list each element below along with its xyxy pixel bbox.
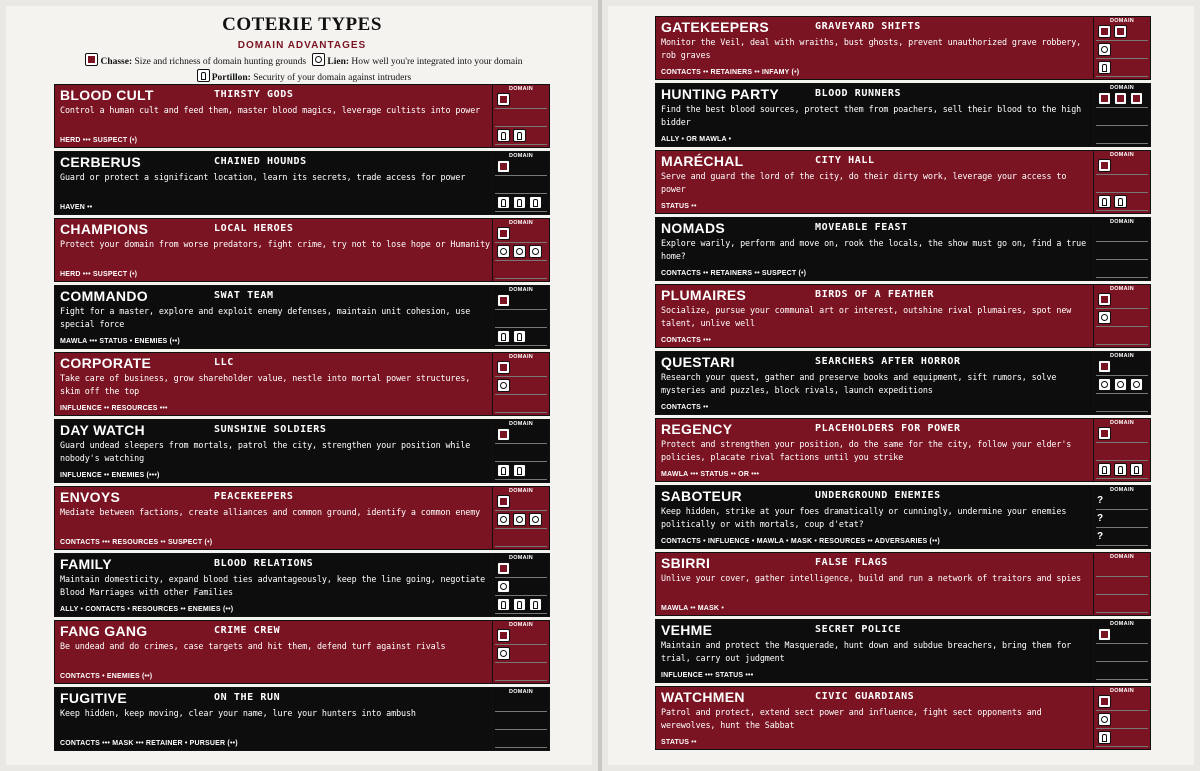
- page-header: [54, 10, 550, 86]
- domain-slot-line: [1096, 509, 1148, 510]
- domain-box: [492, 621, 549, 683]
- coterie-name: ENVOYS: [60, 489, 121, 505]
- domain-slot-line: [495, 747, 547, 748]
- chasse-text: Size and richness of domain hunting grounds: [134, 57, 307, 67]
- coterie-name: SABOTEUR: [661, 488, 742, 504]
- portillon-icon: [513, 330, 526, 343]
- coterie-name: PLUMAIRES: [661, 287, 747, 303]
- chasse-icon: [497, 562, 510, 575]
- lien-icon: [497, 245, 510, 258]
- coterie-subtitle: CHAINED HOUNDS: [214, 156, 307, 167]
- lien-icon: [513, 245, 526, 258]
- coterie-advantages: INFLUENCE •• RESOURCES •••: [60, 405, 168, 412]
- domain-slot-line: [1096, 40, 1148, 41]
- coterie-row: [655, 217, 1151, 281]
- domain-slot-line: [495, 662, 547, 663]
- portillon-icon: [1130, 463, 1143, 476]
- domain-slot-line: [1096, 326, 1148, 327]
- coterie-subtitle: GRAVEYARD SHIFTS: [815, 21, 921, 32]
- coterie-row: [655, 150, 1151, 214]
- lien-icon: [1098, 311, 1111, 324]
- coterie-description: Guard or protect a significant location, learn its secrets, trade access for power: [60, 172, 466, 182]
- domain-label: DOMAIN: [508, 287, 534, 293]
- domain-slot-line: [1096, 442, 1148, 443]
- domain-slot-line: [1096, 241, 1148, 242]
- coterie-advantages: CONTACTS •• RETAINERS •• INFAMY (•): [661, 69, 800, 76]
- coterie-row: [655, 686, 1151, 750]
- domain-slot-line: [495, 510, 547, 511]
- domain-slot-line: [495, 327, 547, 328]
- domain-slot-line: [1096, 344, 1148, 345]
- domain-slot-line: [1096, 746, 1148, 747]
- coterie-subtitle: FALSE FLAGS: [815, 557, 888, 568]
- lien-icon: [312, 53, 325, 66]
- coterie-subtitle: SECRET POLICE: [815, 624, 902, 635]
- chasse-icon: [497, 227, 510, 240]
- domain-slot-line: [1096, 478, 1148, 479]
- domain-slot-line: [1096, 58, 1148, 59]
- coterie-description: Guard undead sleepers from mortals, patrol the city, strengthen your position while nobody's watching: [60, 440, 471, 463]
- domain-slot-line: [1096, 192, 1148, 193]
- coterie-subtitle: ON THE RUN: [214, 692, 281, 703]
- domain-slot-line: [1096, 277, 1148, 278]
- domain-slot-line: [495, 479, 547, 480]
- lien-icon: [497, 379, 510, 392]
- chasse-icon: [497, 629, 510, 642]
- domain-label: DOMAIN: [1109, 152, 1135, 158]
- domain-slot-line: [1096, 393, 1148, 394]
- coterie-description: Keep hidden, strike at your foes dramatically or cunningly, undermine your enemies politically or with mortals, coup d'etat?: [661, 506, 1067, 529]
- coterie-description: Maintain and protect the Masquerade, hunt down and subdue breachers, bring them for trial, carry out judgment: [661, 640, 1072, 663]
- portillon-icon: [513, 196, 526, 209]
- portillon-icon: [513, 598, 526, 611]
- coterie-advantages: CONTACTS ••: [661, 404, 709, 411]
- chasse-icon: [1130, 92, 1143, 105]
- portillon-icon: [1098, 731, 1111, 744]
- domain-label: DOMAIN: [1109, 353, 1135, 359]
- domain-slot-line: [495, 278, 547, 279]
- portillon-icon: [1114, 195, 1127, 208]
- chasse-icon: [1098, 695, 1111, 708]
- coterie-row: [54, 84, 550, 148]
- portillon-icon: [1114, 463, 1127, 476]
- domain-slot-line: [1096, 527, 1148, 528]
- coterie-subtitle: PEACEKEEPERS: [214, 491, 294, 502]
- portillon-icon: [497, 196, 510, 209]
- coterie-advantages: CONTACTS ••• RESOURCES •• SUSPECT (•): [60, 539, 213, 546]
- coterie-subtitle: BIRDS OF A FEATHER: [815, 289, 935, 300]
- coterie-advantages: STATUS ••: [661, 739, 697, 746]
- coterie-subtitle: BLOOD RELATIONS: [214, 558, 314, 569]
- coterie-advantages: CONTACTS • ENEMIES (••): [60, 673, 153, 680]
- domain-slot-line: [1096, 460, 1148, 461]
- section-subtitle: DOMAIN ADVANTAGES: [237, 40, 367, 51]
- chasse-icon: [497, 93, 510, 106]
- domain-slot-line: [495, 729, 547, 730]
- coterie-subtitle: CRIME CREW: [214, 625, 281, 636]
- chasse-icon: [497, 361, 510, 374]
- domain-slot-line: [495, 211, 547, 212]
- domain-slot-line: [1096, 143, 1148, 144]
- coterie-name: SBIRRI: [661, 555, 711, 571]
- coterie-row: [54, 419, 550, 483]
- portillon-icon: [1098, 61, 1111, 74]
- domain-slot-line: [495, 376, 547, 377]
- coterie-subtitle: SUNSHINE SOLDIERS: [214, 424, 327, 435]
- domain-label: DOMAIN: [1109, 554, 1135, 560]
- lien-icon: [1098, 713, 1111, 726]
- domain-slot-line: [1096, 259, 1148, 260]
- chasse-icon: [1098, 92, 1111, 105]
- lien-icon: [497, 513, 510, 526]
- unknown-domain-mark: ?: [1097, 513, 1104, 524]
- coterie-row: [54, 553, 550, 617]
- domain-slot-line: [1096, 679, 1148, 680]
- domain-box: [1093, 218, 1150, 280]
- coterie-description: Find the best blood sources, protect them from poachers, sell their blood to the high bidder: [661, 104, 1082, 127]
- domain-slot-line: [495, 711, 547, 712]
- coterie-name: MARÉCHAL: [661, 153, 744, 169]
- domain-slot-line: [495, 443, 547, 444]
- domain-slot-line: [1096, 125, 1148, 126]
- coterie-advantages: MAWLA ••• STATUS •• OR •••: [661, 471, 760, 478]
- coterie-subtitle: BLOOD RUNNERS: [815, 88, 902, 99]
- coterie-description: Keep hidden, keep moving, clear your name, lure your hunters into ambush: [60, 708, 416, 718]
- portillon-text: Security of your domain against intruders: [253, 73, 412, 83]
- portillon-icon: [513, 129, 526, 142]
- domain-slot-line: [495, 577, 547, 578]
- domain-slot-line: [495, 680, 547, 681]
- domain-label: DOMAIN: [1109, 286, 1135, 292]
- domain-slot-line: [1096, 174, 1148, 175]
- coterie-row: [54, 486, 550, 550]
- coterie-description: Be undead and do crimes, case targets and hit them, defend turf against rivals: [60, 641, 446, 651]
- lien-icon: [497, 647, 510, 660]
- chasse-icon: [1098, 360, 1111, 373]
- domain-label: DOMAIN: [508, 153, 534, 159]
- domain-label: DOMAIN: [1109, 688, 1135, 694]
- domain-slot-line: [1096, 710, 1148, 711]
- domain-label: DOMAIN: [508, 86, 534, 92]
- coterie-description: Research your quest, gather and preserve books and equipment, sift rumors, solve mysteries and puzzles, block rivals, launch expeditions: [661, 372, 1057, 395]
- domain-label: DOMAIN: [1109, 420, 1135, 426]
- domain-slot-line: [495, 461, 547, 462]
- domain-slot-line: [1096, 308, 1148, 309]
- coterie-row: [655, 552, 1151, 616]
- domain-label: DOMAIN: [1109, 219, 1135, 225]
- coterie-description: Serve and guard the lord of the city, do their dirty work, leverage your access to power: [661, 171, 1067, 194]
- coterie-row: [54, 218, 550, 282]
- coterie-advantages: INFLUENCE ••• STATUS •••: [661, 672, 754, 679]
- coterie-description: Patrol and protect, extend sect power and influence, fight sect opponents and werewolves, hunt the Sabbat: [661, 707, 1042, 730]
- domain-slot-line: [495, 193, 547, 194]
- coterie-name: GATEKEEPERS: [661, 19, 770, 35]
- coterie-subtitle: SEARCHERS AFTER HORROR: [815, 356, 961, 367]
- coterie-description: Control a human cult and feed them, master blood magics, leverage cultists into power: [60, 105, 481, 115]
- coterie-name: COMMANDO: [60, 288, 148, 304]
- domain-slot-line: [495, 546, 547, 547]
- domain-label: DOMAIN: [1109, 18, 1135, 24]
- domain-slot-line: [1096, 643, 1148, 644]
- chasse-icon: [1114, 25, 1127, 38]
- coterie-advantages: HAVEN ••: [60, 204, 93, 211]
- domain-label: DOMAIN: [508, 689, 534, 695]
- domain-label: DOMAIN: [1109, 487, 1135, 493]
- portillon-icon: [497, 464, 510, 477]
- domain-slot-line: [495, 175, 547, 176]
- domain-slot-line: [495, 394, 547, 395]
- domain-box: [1093, 553, 1150, 615]
- domain-box: [492, 554, 549, 616]
- portillon-icon: [529, 598, 542, 611]
- domain-slot-line: [1096, 576, 1148, 577]
- chasse-label: Chasse:: [100, 57, 133, 67]
- coterie-advantages: STATUS ••: [661, 203, 697, 210]
- coterie-advantages: ALLY • CONTACTS • RESOURCES •• ENEMIES (••): [60, 606, 234, 613]
- coterie-name: CHAMPIONS: [60, 221, 149, 237]
- coterie-advantages: CONTACTS ••• MASK ••• RETAINER • PURSUER (••): [60, 740, 238, 747]
- coterie-row: [655, 83, 1151, 147]
- coterie-subtitle: THIRSTY GODS: [214, 89, 294, 100]
- domain-box: [1093, 151, 1150, 213]
- domain-box: [1093, 486, 1150, 548]
- coterie-advantages: MAWLA •• MASK •: [661, 605, 724, 612]
- coterie-description: Socialize, pursue your communal art or interest, outshine rival plumaires, spot new talent, unlive well: [661, 305, 1072, 328]
- chasse-icon: [497, 428, 510, 441]
- domain-slot-line: [495, 644, 547, 645]
- coterie-description: Monitor the Veil, deal with wraiths, bust ghosts, prevent unauthorized grave robbery, rob graves: [661, 37, 1082, 60]
- domain-box: [1093, 419, 1150, 481]
- domain-label: DOMAIN: [508, 354, 534, 360]
- coterie-subtitle: CITY HALL: [815, 155, 875, 166]
- chasse-icon: [1098, 427, 1111, 440]
- coterie-advantages: HERD ••• SUSPECT (•): [60, 137, 138, 144]
- domain-slot-line: [1096, 411, 1148, 412]
- coterie-description: Mediate between factions, create alliances and common ground, identify a common enemy: [60, 507, 481, 517]
- domain-slot-line: [1096, 375, 1148, 376]
- chasse-icon: [1098, 25, 1111, 38]
- domain-slot-line: [495, 108, 547, 109]
- domain-slot-line: [1096, 107, 1148, 108]
- chasse-icon: [1114, 92, 1127, 105]
- coterie-subtitle: MOVEABLE FEAST: [815, 222, 908, 233]
- coterie-row: [54, 151, 550, 215]
- domain-box: [492, 85, 549, 147]
- coterie-subtitle: LLC: [214, 357, 234, 368]
- domain-label: DOMAIN: [508, 488, 534, 494]
- domain-label: DOMAIN: [508, 421, 534, 427]
- lien-text: How well you're integrated into your domain: [351, 57, 523, 67]
- coterie-advantages: CONTACTS •••: [661, 337, 712, 344]
- coterie-description: Maintain domesticity, expand blood ties advantageously, keep the line going, negotiate Blood Marriages with other Families: [60, 574, 486, 597]
- lien-icon: [1130, 378, 1143, 391]
- coterie-advantages: CONTACTS •• RETAINERS •• SUSPECT (•): [661, 270, 807, 277]
- domain-slot-line: [495, 595, 547, 596]
- domain-slot-line: [1096, 210, 1148, 211]
- coterie-description: Explore warily, perform and move on, rook the locals, the show must go on, find a true home?: [661, 238, 1087, 261]
- domain-slot-line: [1096, 76, 1148, 77]
- coterie-row: [655, 16, 1151, 80]
- domain-box: [492, 353, 549, 415]
- unknown-domain-mark: ?: [1097, 531, 1104, 542]
- coterie-advantages: ALLY • OR MAWLA •: [661, 136, 732, 143]
- lien-icon: [529, 513, 542, 526]
- domain-label: DOMAIN: [1109, 621, 1135, 627]
- coterie-name: FAMILY: [60, 556, 112, 572]
- chasse-icon: [1098, 628, 1111, 641]
- coterie-row: [655, 619, 1151, 683]
- coterie-subtitle: LOCAL HEROES: [214, 223, 294, 234]
- domain-label: DOMAIN: [508, 555, 534, 561]
- lien-icon: [1114, 378, 1127, 391]
- coterie-subtitle: UNDERGROUND ENEMIES: [815, 490, 941, 501]
- coterie-description: Protect and strengthen your position, do the same for the city, follow your elder's policies, placate rival factions until you strike: [661, 439, 1072, 462]
- coterie-advantages: INFLUENCE •• ENEMIES (•••): [60, 472, 160, 479]
- lien-icon: [1098, 378, 1111, 391]
- coterie-advantages: CONTACTS • INFLUENCE • MAWLA • MASK • RESOURCES •• ADVERSARIES (••): [661, 538, 940, 545]
- coterie-row: [54, 620, 550, 684]
- coterie-description: Protect your domain from worse predators, fight crime, try not to lose hope or Humanity: [60, 239, 490, 249]
- coterie-row: [655, 485, 1151, 549]
- coterie-advantages: MAWLA ••• STATUS • ENEMIES (••): [60, 338, 180, 345]
- chasse-icon: [1098, 293, 1111, 306]
- domain-box: [492, 152, 549, 214]
- domain-box: [492, 487, 549, 549]
- domain-slot-line: [495, 242, 547, 243]
- domain-box: [1093, 285, 1150, 347]
- domain-box: [492, 420, 549, 482]
- domain-slot-line: [495, 613, 547, 614]
- coterie-row: [655, 418, 1151, 482]
- domain-slot-line: [495, 309, 547, 310]
- portillon-icon: [497, 598, 510, 611]
- coterie-row: [54, 285, 550, 349]
- domain-box: [1093, 84, 1150, 146]
- coterie-name: CERBERUS: [60, 154, 141, 170]
- domain-slot-line: [495, 260, 547, 261]
- portillon-icon: [529, 196, 542, 209]
- page-title: COTERIE TYPES: [222, 14, 382, 35]
- coterie-row: [54, 687, 550, 751]
- domain-box: [1093, 687, 1150, 749]
- coterie-row: [655, 351, 1151, 415]
- coterie-name: VEHME: [661, 622, 713, 638]
- coterie-description: Unlive your cover, gather intelligence, build and run a network of traitors and spies: [661, 573, 1082, 583]
- portillon-icon: [1098, 195, 1111, 208]
- domain-slot-line: [1096, 728, 1148, 729]
- chasse-icon: [497, 160, 510, 173]
- lien-label: Lien:: [327, 57, 350, 67]
- domain-slot-line: [495, 126, 547, 127]
- coterie-subtitle: CIVIC GUARDIANS: [815, 691, 915, 702]
- domain-box: [1093, 17, 1150, 79]
- domain-box: [492, 286, 549, 348]
- domain-box: [1093, 352, 1150, 414]
- portillon-icon: [497, 330, 510, 343]
- coterie-row: [54, 352, 550, 416]
- domain-slot-line: [1096, 661, 1148, 662]
- coterie-subtitle: PLACEHOLDERS FOR POWER: [815, 423, 961, 434]
- chasse-icon: [497, 294, 510, 307]
- domain-slot-line: [1096, 594, 1148, 595]
- lien-icon: [513, 513, 526, 526]
- coterie-name: WATCHMEN: [661, 689, 745, 705]
- domain-slot-line: [495, 412, 547, 413]
- domain-box: [492, 688, 549, 750]
- domain-slot-line: [1096, 545, 1148, 546]
- coterie-description: Take care of business, grow shareholder value, nestle into mortal power structures, skim off the top: [60, 373, 471, 396]
- coterie-name: DAY WATCH: [60, 422, 145, 438]
- domain-slot-line: [495, 345, 547, 346]
- domain-box: [492, 219, 549, 281]
- coterie-name: BLOOD CULT: [60, 87, 154, 103]
- domain-slot-line: [1096, 612, 1148, 613]
- domain-label: DOMAIN: [1109, 85, 1135, 91]
- portillon-icon: [513, 464, 526, 477]
- domain-label: DOMAIN: [508, 220, 534, 226]
- coterie-description: Fight for a master, explore and exploit enemy defenses, maintain unit cohesion, use special force: [60, 306, 471, 329]
- portillon-icon: [197, 69, 210, 82]
- coterie-name: HUNTING PARTY: [661, 86, 779, 102]
- coterie-name: FANG GANG: [60, 623, 148, 639]
- legend-line-2: [54, 69, 550, 83]
- coterie-name: REGENCY: [661, 421, 733, 437]
- lien-icon: [1098, 43, 1111, 56]
- domain-label: DOMAIN: [508, 622, 534, 628]
- coterie-advantages: HERD ••• SUSPECT (•): [60, 271, 138, 278]
- lien-icon: [529, 245, 542, 258]
- coterie-name: NOMADS: [661, 220, 726, 236]
- chasse-icon: [497, 495, 510, 508]
- portillon-label: Portillon:: [211, 73, 251, 83]
- domain-slot-line: [495, 528, 547, 529]
- portillon-icon: [1098, 463, 1111, 476]
- chasse-icon: [85, 53, 98, 66]
- coterie-row: [655, 284, 1151, 348]
- legend-line-1: [54, 53, 550, 67]
- coterie-name: FUGITIVE: [60, 690, 127, 706]
- chasse-icon: [1098, 159, 1111, 172]
- portillon-icon: [497, 129, 510, 142]
- unknown-domain-mark: ?: [1097, 495, 1104, 506]
- coterie-name: QUESTARI: [661, 354, 735, 370]
- lien-icon: [497, 580, 510, 593]
- domain-box: [1093, 620, 1150, 682]
- domain-slot-line: [495, 144, 547, 145]
- coterie-subtitle: SWAT TEAM: [214, 290, 274, 301]
- coterie-name: CORPORATE: [60, 355, 152, 371]
